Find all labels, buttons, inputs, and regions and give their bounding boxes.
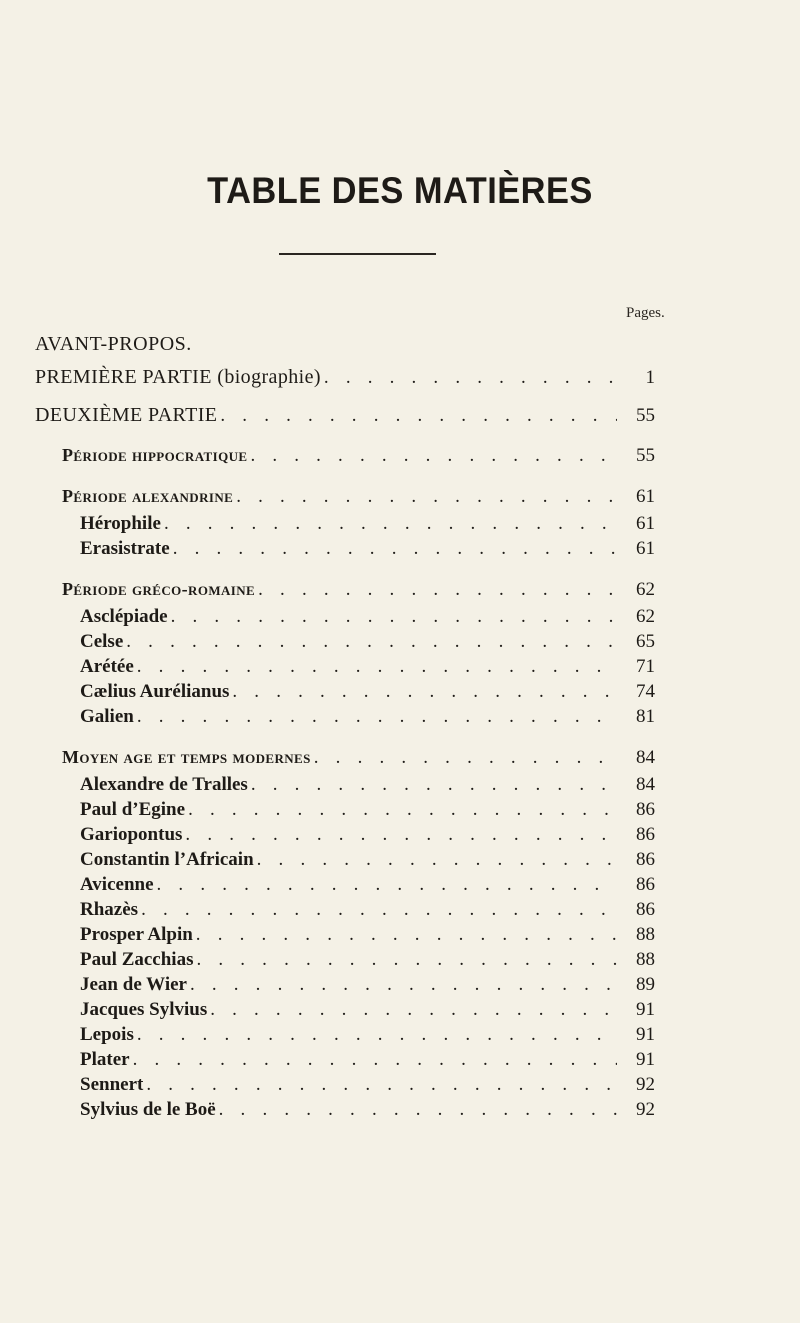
toc-label: Prosper Alpin bbox=[80, 924, 193, 945]
toc-page-number: 89 bbox=[636, 974, 655, 995]
toc-entry bbox=[80, 1049, 655, 1071]
toc-page-number: 86 bbox=[636, 899, 655, 920]
leader-dots bbox=[193, 924, 617, 946]
toc-entry bbox=[80, 513, 655, 535]
toc-section-hippocratique bbox=[62, 445, 655, 467]
leader-dots bbox=[193, 949, 617, 971]
toc-label: Jacques Sylvius bbox=[80, 999, 208, 1020]
toc-page-number: 86 bbox=[636, 799, 655, 820]
toc-page-number: 91 bbox=[636, 1024, 655, 1045]
toc-page-number: 55 bbox=[636, 405, 655, 426]
toc-label: Période alexandrine bbox=[62, 486, 234, 506]
leader-dots bbox=[138, 899, 617, 921]
leader-dots bbox=[207, 999, 617, 1021]
toc-page-number: 62 bbox=[636, 606, 655, 627]
toc-page-number: 55 bbox=[636, 445, 655, 466]
toc-label: DEUXIÈME PARTIE bbox=[35, 404, 218, 426]
toc-entry bbox=[80, 706, 655, 728]
toc-page-number: 61 bbox=[636, 513, 655, 534]
leader-dots bbox=[185, 799, 617, 821]
leader-dots bbox=[134, 1024, 617, 1046]
title-rule bbox=[279, 253, 436, 255]
toc-page-number: 84 bbox=[636, 747, 655, 768]
toc-label: Asclépiade bbox=[80, 606, 168, 627]
toc-entry bbox=[80, 1074, 655, 1096]
leader-dots bbox=[216, 1099, 617, 1121]
toc-page-number: 62 bbox=[636, 579, 655, 600]
toc-page-number: 84 bbox=[636, 774, 655, 795]
leader-dots bbox=[170, 538, 617, 560]
toc-page-number: 86 bbox=[636, 874, 655, 895]
toc-entry bbox=[80, 924, 655, 946]
toc-section-greco-romaine bbox=[62, 579, 655, 601]
toc-entry bbox=[80, 949, 655, 971]
toc-label: Plater bbox=[80, 1049, 130, 1070]
toc-label: Période hippocratique bbox=[62, 445, 248, 465]
leader-dots bbox=[168, 606, 617, 628]
toc-page-number: 65 bbox=[636, 631, 655, 652]
toc-entry bbox=[80, 799, 655, 821]
toc-page-number: 91 bbox=[636, 1049, 655, 1070]
toc-section-alexandrine bbox=[62, 486, 655, 508]
toc-part-1 bbox=[35, 366, 655, 389]
toc-entry bbox=[80, 849, 655, 871]
toc-label: Sennert bbox=[80, 1074, 144, 1095]
toc-entry bbox=[80, 538, 655, 560]
toc-label: Rhazès bbox=[80, 899, 139, 920]
leader-dots bbox=[161, 513, 617, 535]
toc-label: Erasistrate bbox=[80, 538, 170, 559]
toc-label: Période gréco-romaine bbox=[62, 579, 256, 599]
toc-page-number: 88 bbox=[636, 949, 655, 970]
leader-dots bbox=[255, 579, 617, 601]
toc-page-number: 81 bbox=[636, 706, 655, 727]
toc-part-2 bbox=[35, 404, 655, 427]
toc-label: Sylvius de le Boë bbox=[80, 1099, 216, 1120]
avant-propos-heading: AVANT-PROPOS. bbox=[35, 333, 192, 355]
leader-dots bbox=[130, 1049, 617, 1071]
toc-label: PREMIÈRE PARTIE (biographie) bbox=[35, 366, 321, 388]
toc-entry bbox=[80, 1099, 655, 1121]
leader-dots bbox=[182, 824, 617, 846]
pages-column-label: Pages. bbox=[626, 305, 665, 321]
toc-label: Hérophile bbox=[80, 513, 161, 534]
leader-dots bbox=[154, 874, 617, 896]
toc-page-number: 61 bbox=[636, 538, 655, 559]
toc-label: Gariopontus bbox=[80, 824, 183, 845]
toc-label: Avicenne bbox=[80, 874, 154, 895]
toc-label: Moyen age et temps modernes bbox=[62, 747, 311, 767]
toc-label: Alexandre de Tralles bbox=[80, 774, 248, 795]
leader-dots bbox=[123, 631, 617, 653]
toc-entry bbox=[80, 999, 655, 1021]
toc-page-number: 71 bbox=[636, 656, 655, 677]
leader-dots bbox=[247, 445, 617, 467]
leader-dots bbox=[321, 367, 617, 389]
toc-label: Constantin l’Africain bbox=[80, 849, 254, 870]
page-title: TABLE DES MATIÈRES bbox=[207, 170, 593, 211]
toc-entry bbox=[80, 606, 655, 628]
toc-entry bbox=[80, 774, 655, 796]
leader-dots bbox=[233, 486, 617, 508]
leader-dots bbox=[134, 656, 617, 678]
leader-dots bbox=[143, 1074, 617, 1096]
leader-dots bbox=[217, 405, 617, 427]
toc-entry bbox=[80, 681, 655, 703]
toc-entry bbox=[80, 631, 655, 653]
toc-page-number: 86 bbox=[636, 824, 655, 845]
leader-dots bbox=[134, 706, 617, 728]
toc-entry bbox=[80, 656, 655, 678]
leader-dots bbox=[311, 747, 617, 769]
toc-page-number: 74 bbox=[636, 681, 655, 702]
toc-page-number: 61 bbox=[636, 486, 655, 507]
toc-entry bbox=[80, 974, 655, 996]
toc-label: Cælius Aurélianus bbox=[80, 681, 230, 702]
toc-entry bbox=[80, 899, 655, 921]
toc-page-number: 1 bbox=[645, 367, 655, 388]
toc-label: Paul d’Egine bbox=[80, 799, 186, 820]
leader-dots bbox=[187, 974, 617, 996]
toc-page-number: 88 bbox=[636, 924, 655, 945]
leader-dots bbox=[248, 774, 617, 796]
toc-entry bbox=[80, 1024, 655, 1046]
toc-entry bbox=[80, 874, 655, 896]
toc-section-moyen-age bbox=[62, 747, 655, 769]
toc-label: Jean de Wier bbox=[80, 974, 187, 995]
toc-entry bbox=[80, 824, 655, 846]
leader-dots bbox=[229, 681, 617, 703]
toc-page-number: 86 bbox=[636, 849, 655, 870]
toc-page-number: 92 bbox=[636, 1099, 655, 1120]
toc-label: Celse bbox=[80, 631, 124, 652]
toc-label: Paul Zacchias bbox=[80, 949, 194, 970]
toc-page-number: 91 bbox=[636, 999, 655, 1020]
leader-dots bbox=[254, 849, 617, 871]
toc-label: Arétée bbox=[80, 656, 134, 677]
toc-label: Galien bbox=[80, 706, 134, 727]
toc-page-number: 92 bbox=[636, 1074, 655, 1095]
toc-label: Lepois bbox=[80, 1024, 134, 1045]
